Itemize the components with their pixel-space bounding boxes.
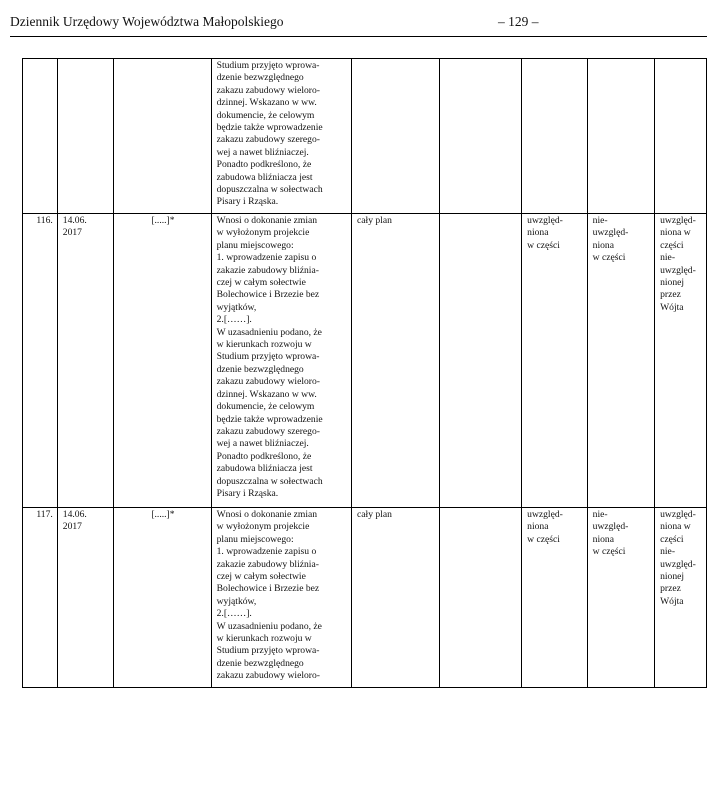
cell-text-line: uwzględ-	[592, 521, 629, 533]
cell-text-line: wej a nawet bliźniaczej.	[216, 438, 309, 450]
cell-text-line: Wójta	[660, 595, 684, 607]
cell-text-line: uwzględ-	[592, 227, 629, 239]
cell-resolution-mayor	[655, 508, 707, 688]
remarks-table	[22, 58, 707, 688]
cell-text-line: w części	[592, 252, 626, 264]
cell-text-line: Bolechowice i Brzezie bez	[216, 289, 320, 301]
cell-text-line: uwzględ-	[527, 215, 563, 226]
cell-name: [.....]*	[114, 214, 211, 508]
page-header	[0, 0, 707, 36]
cell-text-line: dzenie bezwzględnego	[216, 657, 304, 669]
cell-text-line: czej w całym sołectwie	[216, 571, 306, 583]
cell-text-line: Ponadto podkreślono, że	[216, 159, 312, 171]
cell-resolution-col6	[439, 214, 521, 508]
cell-text-line: niona	[527, 521, 549, 533]
cell-text-line: Wnosi o dokonanie zmian	[216, 215, 318, 226]
cell-text-line: przez	[660, 289, 681, 301]
cell-text-line: 1. wprowadzenie zapisu o	[216, 546, 317, 558]
cell-text-line: 1. wprowadzenie zapisu o	[216, 252, 317, 264]
cell-text-line: niona	[592, 533, 614, 545]
cell-text-line: dzinnej. Wskazano w ww.	[216, 388, 317, 400]
cell-resolution-mayor	[655, 59, 707, 214]
cell-number: 116.	[23, 214, 58, 508]
cell-text-line: zakazu zabudowy wieloro-	[216, 84, 320, 96]
cell-resolution-rejected	[587, 214, 654, 508]
cell-text-line: w wyłożonym projekcie	[216, 521, 310, 533]
table-row	[23, 59, 707, 214]
cell-text-line: będzie także wprowadzenie	[216, 122, 323, 134]
cell-text-line: W uzasadnieniu podano, że	[216, 620, 322, 632]
cell-number	[23, 59, 58, 214]
cell-text-line: czej w całym sołectwie	[216, 277, 306, 289]
cell-text-line: dokumencie, że celowym	[216, 401, 315, 413]
cell-text-line: dopuszczalna w sołectwach	[216, 184, 323, 196]
cell-text-line: W uzasadnieniu podano, że	[216, 326, 322, 338]
cell-text-line: Studium przyjęto wprowa-	[216, 60, 320, 71]
page-number: – 129 –	[498, 14, 539, 29]
cell-text-line: zakazie zabudowy bliźnia-	[216, 264, 319, 276]
cell-text-line: zakazu zabudowy szerego-	[216, 425, 320, 437]
cell-text-line: planu miejscowego:	[216, 533, 294, 545]
cell-resolution-mayor	[655, 214, 707, 508]
cell-date	[57, 508, 113, 688]
table-body	[23, 59, 707, 688]
cell-text-line: 2017	[62, 521, 82, 533]
cell-text-line: dzinnej. Wskazano w ww.	[216, 97, 317, 109]
cell-text-line: w wyłożonym projekcie	[216, 227, 310, 239]
cell-text-line: nie-	[660, 546, 676, 558]
cell-text-line: w kierunkach rozwoju w	[216, 339, 312, 351]
cell-text-line: 2.[……].	[216, 608, 252, 620]
cell-text-line: przez	[660, 583, 681, 595]
header-rule	[10, 36, 707, 37]
cell-remark-content	[211, 214, 351, 508]
cell-text-line: zakazu zabudowy szerego-	[216, 134, 320, 146]
journal-title: Dziennik Urzędowy Województwa Małopolskiego	[10, 14, 284, 29]
cell-name	[114, 59, 211, 214]
cell-text-line: niona w	[660, 521, 691, 533]
cell-text-line: zakazu zabudowy wieloro-	[216, 670, 320, 682]
cell-text-line: nie-	[660, 252, 676, 264]
table-row	[23, 214, 707, 508]
cell-text-line: części	[660, 239, 684, 251]
cell-text-line: uwzględ-	[660, 509, 696, 520]
cell-resolution-col6	[439, 59, 521, 214]
cell-text-line: nie-	[592, 215, 608, 226]
cell-text-line: w części	[527, 533, 560, 545]
table-row	[23, 508, 707, 688]
cell-text-line: Pisary i Rząska.	[216, 487, 279, 499]
cell-text-line: Bolechowice i Brzezie bez	[216, 583, 320, 595]
cell-text-line: wyjątków,	[216, 301, 257, 313]
cell-property	[352, 59, 440, 214]
cell-text-line: dopuszczalna w sołectwach	[216, 475, 323, 487]
cell-text-line: zakazu zabudowy wieloro-	[216, 376, 320, 388]
cell-date	[57, 214, 113, 508]
cell-text-line: nionej	[660, 277, 685, 289]
cell-text-line: uwzględ-	[660, 558, 696, 570]
cell-text-line: 14.06.	[62, 215, 87, 226]
cell-resolution-col6	[439, 508, 521, 688]
cell-resolution-accepted	[522, 59, 588, 214]
cell-text-line: w kierunkach rozwoju w	[216, 633, 312, 645]
cell-date	[57, 59, 113, 214]
cell-number: 117.	[23, 508, 58, 688]
cell-text-line: 14.06.	[62, 509, 87, 520]
cell-text-line: niona w	[660, 227, 691, 239]
cell-text-line: Studium przyjęto wprowa-	[216, 645, 320, 657]
cell-text-line: dzenie bezwzględnego	[216, 363, 304, 375]
cell-text-line: Pisary i Rząska.	[216, 196, 279, 208]
cell-resolution-accepted	[522, 508, 588, 688]
cell-property	[352, 214, 440, 508]
cell-resolution-accepted	[522, 214, 588, 508]
cell-resolution-rejected	[587, 508, 654, 688]
cell-text-line: dokumencie, że celowym	[216, 109, 315, 121]
cell-text-line: Wnosi o dokonanie zmian	[216, 509, 318, 520]
cell-text-line: nionej	[660, 571, 685, 583]
cell-text-line: w części	[592, 546, 626, 558]
cell-name: [.....]*	[114, 508, 211, 688]
cell-text-line: cały plan	[357, 509, 392, 520]
cell-text-line: niona	[592, 239, 614, 251]
cell-text-line: w części	[527, 239, 560, 251]
cell-text-line: dzenie bezwzględnego	[216, 72, 304, 84]
cell-remark-content	[211, 59, 351, 214]
cell-text-line: Studium przyjęto wprowa-	[216, 351, 320, 363]
cell-text-line: wyjątków,	[216, 595, 257, 607]
cell-remark-content	[211, 508, 351, 688]
cell-text-line: zabudowa bliźniacza jest	[216, 463, 313, 475]
cell-text-line: Wójta	[660, 301, 684, 313]
cell-text-line: niona	[527, 227, 549, 239]
cell-text-line: wej a nawet bliźniaczej.	[216, 146, 309, 158]
cell-text-line: uwzględ-	[660, 264, 696, 276]
cell-text-line: będzie także wprowadzenie	[216, 413, 323, 425]
cell-text-line: 2017	[62, 227, 82, 239]
cell-text-line: nie-	[592, 509, 608, 520]
cell-text-line: 2.[……].	[216, 314, 252, 326]
cell-text-line: cały plan	[357, 215, 392, 226]
cell-text-line: Ponadto podkreślono, że	[216, 450, 312, 462]
cell-property	[352, 508, 440, 688]
cell-text-line: uwzględ-	[527, 509, 563, 520]
cell-text-line: zakazie zabudowy bliźnia-	[216, 558, 319, 570]
cell-text-line: uwzględ-	[660, 215, 696, 226]
cell-text-line: części	[660, 533, 684, 545]
cell-text-line: planu miejscowego:	[216, 239, 294, 251]
cell-resolution-rejected	[587, 59, 654, 214]
cell-text-line: zabudowa bliźniacza jest	[216, 171, 313, 183]
